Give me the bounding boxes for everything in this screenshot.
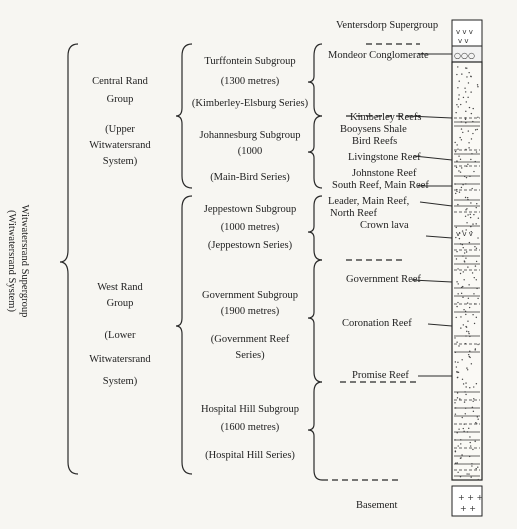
reef-label: Crown lava — [360, 220, 409, 231]
johannesburg-brace — [308, 116, 322, 188]
lithology-dot — [471, 465, 472, 466]
subgroup-line: (Main-Bird Series) — [210, 172, 290, 183]
lithology-dot — [467, 214, 468, 215]
lithology-dot — [461, 73, 462, 74]
lithology-dot — [455, 151, 456, 152]
lithology-dot — [465, 382, 466, 383]
lithology-dot — [475, 422, 476, 423]
lithology-dot — [460, 159, 461, 160]
lithology-dot — [454, 337, 455, 338]
lithology-dot — [477, 298, 478, 299]
lithology-dot — [477, 117, 478, 118]
lithology-dot — [477, 84, 478, 85]
lithology-dot — [473, 214, 474, 215]
lithology-dot — [465, 314, 466, 315]
lithology-dot — [470, 202, 471, 203]
lithology-dot — [467, 321, 468, 322]
lithology-dot — [461, 139, 462, 140]
lithology-dot — [473, 386, 474, 387]
lithology-dot — [468, 147, 469, 148]
ventersdorp-label: Ventersdorp Supergroup — [336, 20, 439, 31]
lithology-symbol: v v v — [456, 230, 473, 238]
reef-label: South Reef, Main Reef — [332, 180, 429, 191]
lithology-dot — [465, 209, 466, 210]
lithology-dot — [478, 479, 479, 480]
lithology-dot — [475, 129, 476, 130]
lithology-dot — [473, 293, 474, 294]
lithology-dot — [457, 377, 458, 378]
lithology-dot — [470, 445, 471, 446]
lithology-dot — [456, 167, 457, 168]
lithology-dot — [465, 413, 466, 414]
lithology-symbol: ○○○ — [454, 51, 475, 60]
hospital-hill-brace — [308, 382, 322, 480]
lithology-dot — [476, 203, 477, 204]
lithology-dot — [472, 449, 473, 450]
lithology-dot — [457, 268, 458, 269]
reef-label: Leader, Main Reef, — [328, 196, 410, 207]
lithology-dot — [456, 306, 457, 307]
lithology-dot — [469, 387, 470, 388]
lithology-dot — [468, 82, 469, 83]
lithology-dot — [470, 476, 471, 477]
group-line: Witwatersrand — [89, 140, 151, 151]
reef-label: Coronation Reef — [342, 318, 412, 329]
lithology-dot — [476, 151, 477, 152]
lithology-dot — [456, 371, 457, 372]
lithology-dot — [458, 345, 459, 346]
group-line: Central Rand — [92, 76, 148, 87]
lithology-dot — [456, 104, 457, 105]
lithology-dot — [460, 273, 461, 274]
reef-label: Government Reef — [346, 274, 421, 285]
lithology-dot — [468, 130, 469, 131]
lithology-dot — [457, 66, 458, 67]
lithology-dot — [465, 258, 466, 259]
lithology-dot — [463, 271, 464, 272]
lithology-dot — [458, 372, 459, 373]
lithology-dot — [455, 450, 456, 451]
lithology-dot — [457, 302, 458, 303]
subgroup-line: (1900 metres) — [220, 306, 280, 317]
lithology-dot — [465, 197, 466, 198]
lithology-dot — [463, 247, 464, 248]
lithology-dot — [467, 164, 468, 165]
lithology-dot — [465, 216, 466, 217]
lithology-dot — [466, 101, 467, 102]
lithology-dot — [468, 333, 469, 334]
lithology-dot — [470, 214, 471, 215]
lithology-dot — [465, 386, 466, 387]
lithology-dot — [455, 112, 456, 113]
lithology-dot — [475, 265, 476, 266]
lithology-dot — [469, 307, 470, 308]
lithology-dot — [472, 188, 473, 189]
reef-label: Johnstone Reef — [352, 168, 417, 179]
lithology-dot — [456, 342, 457, 343]
lithology-dot — [467, 266, 468, 267]
lithology-dot — [466, 76, 467, 77]
subgroup-line: (Hospital Hill Series) — [205, 450, 295, 461]
lithology-dot — [474, 277, 475, 278]
lithology-dot — [465, 67, 466, 68]
lithology-dot — [463, 324, 464, 325]
lithology-dot — [466, 222, 467, 223]
subgroup-line: (1300 metres) — [220, 76, 280, 87]
lithology-dot — [460, 171, 461, 172]
lithology-symbol: + + — [460, 504, 476, 513]
lithology-dot — [457, 204, 458, 205]
lithology-dot — [474, 441, 475, 442]
lithology-dot — [478, 218, 479, 219]
lithology-dot — [465, 91, 466, 92]
lithology-dot — [456, 144, 457, 145]
reef-label: Promise Reef — [352, 370, 409, 381]
lithology-dot — [459, 192, 460, 193]
reef-label: North Reef — [330, 208, 377, 219]
lithology-dot — [466, 177, 467, 178]
lithology-dot — [455, 361, 456, 362]
lithology-dot — [462, 286, 463, 287]
lithology-dot — [476, 279, 477, 280]
lithology-dot — [459, 238, 460, 239]
lithology-dot — [466, 473, 467, 474]
jeppestown-brace — [308, 196, 322, 260]
lithology-dot — [477, 344, 478, 345]
lithology-dot — [458, 106, 459, 107]
lithology-dot — [468, 354, 469, 355]
supergroup-label — [5, 181, 31, 341]
lithology-dot — [477, 129, 478, 130]
lithology-dot — [466, 208, 467, 209]
lithology-dot — [456, 251, 457, 252]
lithology-dot — [454, 142, 455, 143]
lithology-dot — [471, 138, 472, 139]
lithology-dot — [472, 314, 473, 315]
lithology-dot — [467, 97, 468, 98]
group-line: West Rand — [97, 282, 143, 293]
lithology-dot — [456, 160, 457, 161]
lithology-dot — [460, 443, 461, 444]
reef-label: Mondeor Conglomerate — [328, 50, 429, 61]
subgroup-line: (Kimberley-Elsburg Series) — [191, 98, 309, 109]
lithology-dot — [467, 197, 468, 198]
lithology-dot — [466, 367, 467, 368]
lithology-dot — [469, 107, 470, 108]
lithology-dot — [477, 86, 478, 87]
lithology-dot — [460, 327, 461, 328]
lithology-dot — [458, 155, 459, 156]
lithology-dot — [463, 97, 464, 98]
supergroup-alt: (Witwatersrand System) — [6, 210, 17, 312]
lithology-dot — [470, 217, 471, 218]
lithology-dot — [469, 242, 470, 243]
lithology-dot — [458, 170, 459, 171]
lithology-dot — [464, 260, 465, 261]
lithology-dot — [469, 356, 470, 357]
lithology-dot — [473, 398, 474, 399]
lithology-dot — [468, 473, 469, 474]
turffontein-brace — [308, 44, 322, 116]
lithology-dot — [470, 159, 471, 160]
lithology-dot — [466, 327, 467, 328]
lithology-dot — [461, 454, 462, 455]
lithology-dot — [458, 445, 459, 446]
lithology-dot — [457, 87, 458, 88]
lithology-dot — [463, 309, 464, 310]
lithology-dot — [454, 402, 455, 403]
lithology-dot — [473, 411, 474, 412]
lithology-dot — [474, 323, 475, 324]
lithology-dot — [468, 284, 469, 285]
lithology-dot — [475, 223, 476, 224]
lithology-dot — [455, 193, 456, 194]
lithology-dot — [463, 279, 464, 280]
subgroup-line: Johannesburg Subgroup — [199, 130, 301, 141]
lithology-dot — [463, 383, 464, 384]
lithology-dot — [456, 366, 457, 367]
lithology-dot — [458, 94, 459, 95]
subgroup-line: (1000 — [237, 146, 263, 157]
lithology-dot — [466, 251, 467, 252]
lithology-dot — [457, 397, 458, 398]
lithology-dot — [465, 119, 466, 120]
group-line: Witwatersrand — [89, 354, 151, 365]
supergroup-name: Witwatersrand Supergroup — [19, 204, 30, 318]
reef-label: Kimberley Reefs — [350, 112, 422, 123]
lithology-dot — [473, 108, 474, 109]
subgroup-line: Turffontein Subgroup — [204, 56, 296, 67]
lithology-dot — [461, 128, 462, 129]
subgroup-line: (1600 metres) — [220, 422, 280, 433]
lithology-dot — [461, 167, 462, 168]
lithology-dot — [470, 442, 471, 443]
lithology-dot — [456, 258, 457, 259]
lithology-dot — [462, 297, 463, 298]
lithology-dot — [459, 137, 460, 138]
lithology-dot — [459, 81, 460, 82]
lithology-dot — [467, 369, 468, 370]
subgroup-line: Series) — [235, 350, 265, 361]
subgroup-line: Hospital Hill Subgroup — [200, 404, 299, 415]
lithology-dot — [457, 472, 458, 473]
lithology-dot — [465, 394, 466, 395]
lithology-dot — [462, 132, 463, 133]
lithology-dot — [473, 171, 474, 172]
stratigraphic-column — [452, 20, 482, 516]
lithology-symbol: v v — [458, 37, 469, 45]
subgroup-line: Jeppestown Subgroup — [203, 204, 297, 215]
lithology-dot — [477, 416, 478, 417]
lithology-dot — [471, 113, 472, 114]
lithology-dot — [457, 148, 458, 149]
lithology-dot — [456, 227, 457, 228]
reef-label: Livingstone Reef — [348, 152, 421, 163]
lithology-dot — [472, 133, 473, 134]
lithology-dot — [471, 363, 472, 364]
lithology-dot — [457, 462, 458, 463]
lithology-dot — [464, 88, 465, 89]
lithology-dot — [476, 248, 477, 249]
lithology-dot — [476, 317, 477, 318]
lithology-dot — [470, 76, 471, 77]
subgroup-line: (Government Reef — [210, 334, 290, 345]
lithology-dot — [456, 317, 457, 318]
lithology-dot — [461, 359, 462, 360]
lithology-dot — [456, 191, 457, 192]
lithology-dot — [468, 298, 469, 299]
lithology-dot — [476, 261, 477, 262]
lithology-dot — [477, 418, 478, 419]
lithology-dot — [456, 74, 457, 75]
subgroup-line: Government Subgroup — [202, 290, 298, 301]
lithology-dot — [464, 252, 465, 253]
lithology-dot — [460, 457, 461, 458]
lithology-dot — [464, 401, 465, 402]
basement-label: Basement — [356, 500, 398, 511]
group-line: System) — [102, 376, 138, 387]
lithology-dot — [474, 246, 475, 247]
lithology-dot — [477, 237, 478, 238]
lithology-dot — [472, 223, 473, 224]
subgroup-line: (1000 metres) — [220, 222, 280, 233]
lithology-dot — [458, 98, 459, 99]
reef-label: Bird Reefs — [352, 136, 398, 147]
lithology-symbol: v v v — [456, 28, 473, 36]
lithology-dot — [465, 111, 466, 112]
lithology-dot — [468, 72, 469, 73]
group-line: (Upper — [105, 124, 135, 135]
lithology-dot — [461, 187, 462, 188]
group-line: (Lower — [104, 330, 136, 341]
lithology-dot — [463, 428, 464, 429]
lithology-dot — [476, 207, 477, 208]
lithology-dot — [462, 379, 463, 380]
reef-label: Booysens Shale — [340, 124, 407, 135]
lithology-dot — [467, 302, 468, 303]
lithology-dot — [457, 293, 458, 294]
lithology-dot — [457, 392, 458, 393]
lithology-dot — [468, 428, 469, 429]
lithology-dot — [472, 401, 473, 402]
lithology-dot — [456, 281, 457, 282]
lithology-dot — [468, 331, 469, 332]
lithology-dot — [477, 467, 478, 468]
lithology-dot — [466, 331, 467, 332]
lithology-dot — [476, 383, 477, 384]
group-line: Group — [106, 298, 134, 309]
lithology-symbol: + + + — [458, 493, 484, 502]
lithology-dot — [472, 272, 473, 273]
lithology-dot — [468, 142, 469, 143]
lithology-dot — [475, 348, 476, 349]
supergroup-brace — [60, 44, 78, 474]
lithology-dot — [460, 104, 461, 105]
subgroup-line: (Jeppestown Series) — [207, 240, 293, 251]
government-brace — [308, 260, 322, 382]
group-line: System) — [102, 156, 138, 167]
lithology-dot — [470, 91, 471, 92]
lithology-dot — [469, 436, 470, 437]
lithology-dot — [461, 293, 462, 294]
lithology-dot — [462, 417, 463, 418]
lithology-dot — [458, 283, 459, 284]
lithology-dot — [458, 428, 459, 429]
group-line: Group — [106, 94, 134, 105]
lithology-dot — [475, 468, 476, 469]
lithology-dot — [459, 398, 460, 399]
lithology-dot — [457, 362, 458, 363]
lithology-dot — [460, 316, 461, 317]
lithology-dot — [455, 413, 456, 414]
